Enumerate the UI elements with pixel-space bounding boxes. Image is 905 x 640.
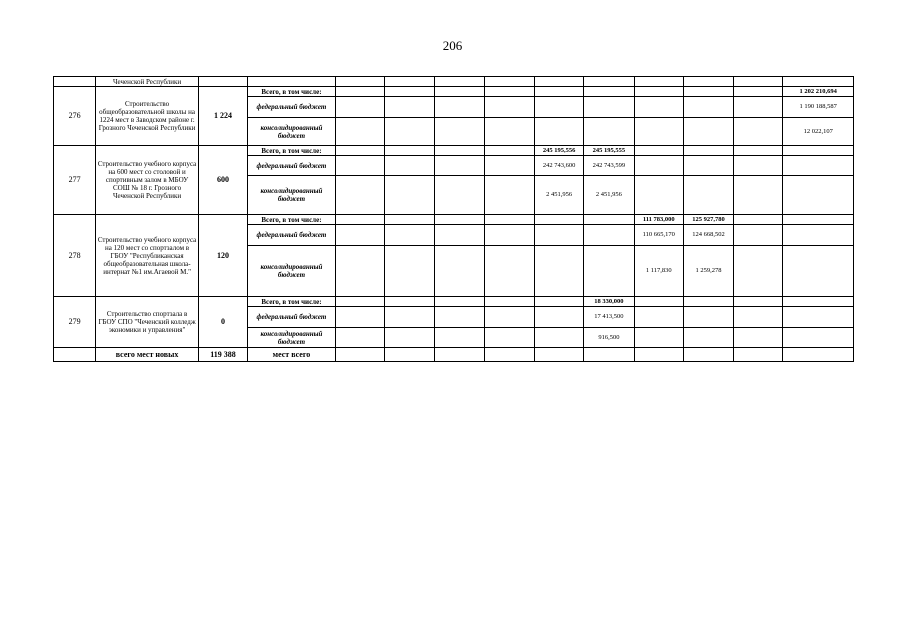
funding-label-total: Всего, в том числе:	[248, 297, 336, 307]
table-cell	[783, 348, 854, 362]
value-cell: 18 330,000	[584, 297, 634, 307]
value-cell: 12 022,107	[783, 118, 854, 146]
table-cell	[634, 348, 683, 362]
value-cell	[435, 246, 484, 297]
table-row	[54, 146, 854, 156]
seats-count: 1 224	[198, 87, 247, 146]
value-cell	[734, 156, 783, 176]
value-cell	[734, 328, 783, 348]
value-cell	[584, 118, 634, 146]
value-cell	[435, 97, 484, 118]
value-cell	[584, 225, 634, 246]
table-cell	[584, 77, 634, 87]
value-cell	[634, 156, 683, 176]
value-cell	[634, 87, 683, 97]
value-cell	[385, 97, 435, 118]
value-cell	[683, 118, 733, 146]
value-cell: 1 190 188,587	[783, 97, 854, 118]
project-description: Строительство общеобразовательной школы на 1224 мест в Заводском районе г. Грозного Чеченской Республики	[96, 87, 199, 146]
table-cell	[484, 77, 534, 87]
value-cell	[435, 146, 484, 156]
value-cell	[534, 297, 583, 307]
value-cell	[634, 118, 683, 146]
funding-label-federal: федеральный бюджет	[248, 156, 336, 176]
table-cell	[385, 77, 435, 87]
value-cell	[385, 215, 435, 225]
table-cell	[54, 77, 96, 87]
value-cell: 245 195,555	[584, 146, 634, 156]
value-cell	[634, 328, 683, 348]
value-cell	[385, 156, 435, 176]
value-cell	[335, 225, 384, 246]
seats-count: 0	[198, 297, 247, 348]
summary-total-label: мест всего	[248, 348, 336, 362]
value-cell	[484, 146, 534, 156]
funding-label-total: Всего, в том числе:	[248, 215, 336, 225]
value-cell	[734, 215, 783, 225]
value-cell	[734, 297, 783, 307]
value-cell: 111 783,000	[634, 215, 683, 225]
table-row	[54, 87, 854, 97]
funding-label-consolidated: консолидированный бюджет	[248, 328, 336, 348]
value-cell	[534, 118, 583, 146]
value-cell	[385, 297, 435, 307]
value-cell	[783, 176, 854, 215]
value-cell	[335, 118, 384, 146]
value-cell	[335, 146, 384, 156]
value-cell	[484, 297, 534, 307]
value-cell	[335, 297, 384, 307]
value-cell: 2 451,956	[584, 176, 634, 215]
value-cell	[783, 156, 854, 176]
value-cell: 17 413,500	[584, 307, 634, 328]
value-cell	[335, 328, 384, 348]
value-cell	[683, 146, 733, 156]
page-number: 206	[442, 38, 463, 53]
value-cell	[734, 307, 783, 328]
value-cell	[634, 307, 683, 328]
value-cell	[435, 328, 484, 348]
value-cell	[335, 97, 384, 118]
value-cell	[335, 246, 384, 297]
value-cell	[484, 87, 534, 97]
value-cell	[584, 87, 634, 97]
table-cell	[335, 348, 384, 362]
value-cell	[385, 87, 435, 97]
value-cell	[385, 146, 435, 156]
value-cell	[534, 246, 583, 297]
row-number: 279	[54, 297, 96, 348]
value-cell: 916,500	[584, 328, 634, 348]
value-cell	[484, 118, 534, 146]
value-cell: 242 743,599	[584, 156, 634, 176]
table-cell	[54, 348, 96, 362]
value-cell	[335, 215, 384, 225]
table-cell	[435, 77, 484, 87]
project-description: Строительство учебного корпуса на 120 мест со спортзалом в ГБОУ "Республиканская общеобразовательная школа-интернат №1 им.Агаевой М."	[96, 215, 199, 297]
value-cell: 242 743,600	[534, 156, 583, 176]
value-cell	[783, 307, 854, 328]
project-description: Строительство спортзала в ГБОУ СПО "Чеченский колледж экономики и управления"	[96, 297, 199, 348]
value-cell	[534, 328, 583, 348]
value-cell	[683, 297, 733, 307]
value-cell	[683, 97, 733, 118]
table-cell	[335, 77, 384, 87]
value-cell	[435, 118, 484, 146]
table-row	[54, 215, 854, 225]
table-cell	[484, 348, 534, 362]
table-cell	[683, 348, 733, 362]
value-cell	[634, 297, 683, 307]
table-cell	[248, 77, 336, 87]
value-cell	[435, 176, 484, 215]
continuation-row	[54, 77, 854, 87]
funding-label-consolidated: консолидированный бюджет	[248, 176, 336, 215]
value-cell	[783, 146, 854, 156]
funding-label-consolidated: консолидированный бюджет	[248, 118, 336, 146]
value-cell	[484, 156, 534, 176]
table-cell	[584, 348, 634, 362]
table-cell	[435, 348, 484, 362]
value-cell	[335, 307, 384, 328]
value-cell	[484, 225, 534, 246]
table-cell	[385, 348, 435, 362]
value-cell	[683, 307, 733, 328]
value-cell	[484, 328, 534, 348]
funding-label-federal: федеральный бюджет	[248, 225, 336, 246]
value-cell: 1 202 210,694	[783, 87, 854, 97]
value-cell	[584, 215, 634, 225]
value-cell	[484, 176, 534, 215]
value-cell	[385, 246, 435, 297]
summary-seats: 119 388	[198, 348, 247, 362]
value-cell	[734, 87, 783, 97]
continuation-text: Чеченской Республики	[96, 77, 199, 87]
value-cell	[435, 297, 484, 307]
table-cell	[734, 348, 783, 362]
value-cell	[734, 225, 783, 246]
value-cell	[435, 156, 484, 176]
value-cell	[385, 328, 435, 348]
value-cell: 1 117,830	[634, 246, 683, 297]
summary-label: всего мест новых	[96, 348, 199, 362]
value-cell	[385, 307, 435, 328]
value-cell	[335, 176, 384, 215]
value-cell	[534, 215, 583, 225]
value-cell: 125 927,780	[683, 215, 733, 225]
value-cell	[683, 328, 733, 348]
table-row	[54, 297, 854, 307]
table-cell	[534, 77, 583, 87]
value-cell	[435, 87, 484, 97]
value-cell	[335, 156, 384, 176]
table-cell	[783, 77, 854, 87]
table-cell	[734, 77, 783, 87]
summary-row	[54, 348, 854, 362]
value-cell: 245 195,556	[534, 146, 583, 156]
value-cell	[634, 146, 683, 156]
funding-label-total: Всего, в том числе:	[248, 146, 336, 156]
value-cell: 2 451,956	[534, 176, 583, 215]
value-cell	[385, 176, 435, 215]
seats-count: 120	[198, 215, 247, 297]
value-cell	[634, 97, 683, 118]
value-cell	[534, 87, 583, 97]
value-cell	[783, 297, 854, 307]
table-cell	[683, 77, 733, 87]
value-cell	[435, 225, 484, 246]
table-cell	[534, 348, 583, 362]
value-cell	[683, 87, 733, 97]
value-cell	[783, 225, 854, 246]
value-cell	[734, 176, 783, 215]
value-cell	[435, 215, 484, 225]
value-cell	[734, 246, 783, 297]
value-cell	[484, 215, 534, 225]
value-cell	[734, 97, 783, 118]
value-cell	[484, 307, 534, 328]
value-cell	[584, 97, 634, 118]
value-cell: 1 259,278	[683, 246, 733, 297]
seats-count: 600	[198, 146, 247, 215]
budget-table	[53, 76, 854, 362]
funding-label-total: Всего, в том числе:	[248, 87, 336, 97]
value-cell	[534, 225, 583, 246]
value-cell: 124 668,502	[683, 225, 733, 246]
row-number: 276	[54, 87, 96, 146]
funding-label-consolidated: консолидированный бюджет	[248, 246, 336, 297]
funding-label-federal: федеральный бюджет	[248, 97, 336, 118]
value-cell	[683, 176, 733, 215]
value-cell	[484, 246, 534, 297]
table-cell	[198, 77, 247, 87]
value-cell	[534, 97, 583, 118]
value-cell	[783, 246, 854, 297]
project-description: Строительство учебного корпуса на 600 мест со столовой и спортивным залом в МБОУ СОШ № 18 г. Грозного Чеченской Республики	[96, 146, 199, 215]
value-cell	[783, 328, 854, 348]
value-cell	[584, 246, 634, 297]
value-cell	[734, 146, 783, 156]
table-cell	[634, 77, 683, 87]
value-cell: 110 665,170	[634, 225, 683, 246]
value-cell	[385, 118, 435, 146]
value-cell	[484, 97, 534, 118]
value-cell	[335, 87, 384, 97]
value-cell	[634, 176, 683, 215]
value-cell	[534, 307, 583, 328]
value-cell	[385, 225, 435, 246]
value-cell	[734, 118, 783, 146]
row-number: 277	[54, 146, 96, 215]
value-cell	[435, 307, 484, 328]
value-cell	[783, 215, 854, 225]
funding-label-federal: федеральный бюджет	[248, 307, 336, 328]
value-cell	[683, 156, 733, 176]
row-number: 278	[54, 215, 96, 297]
